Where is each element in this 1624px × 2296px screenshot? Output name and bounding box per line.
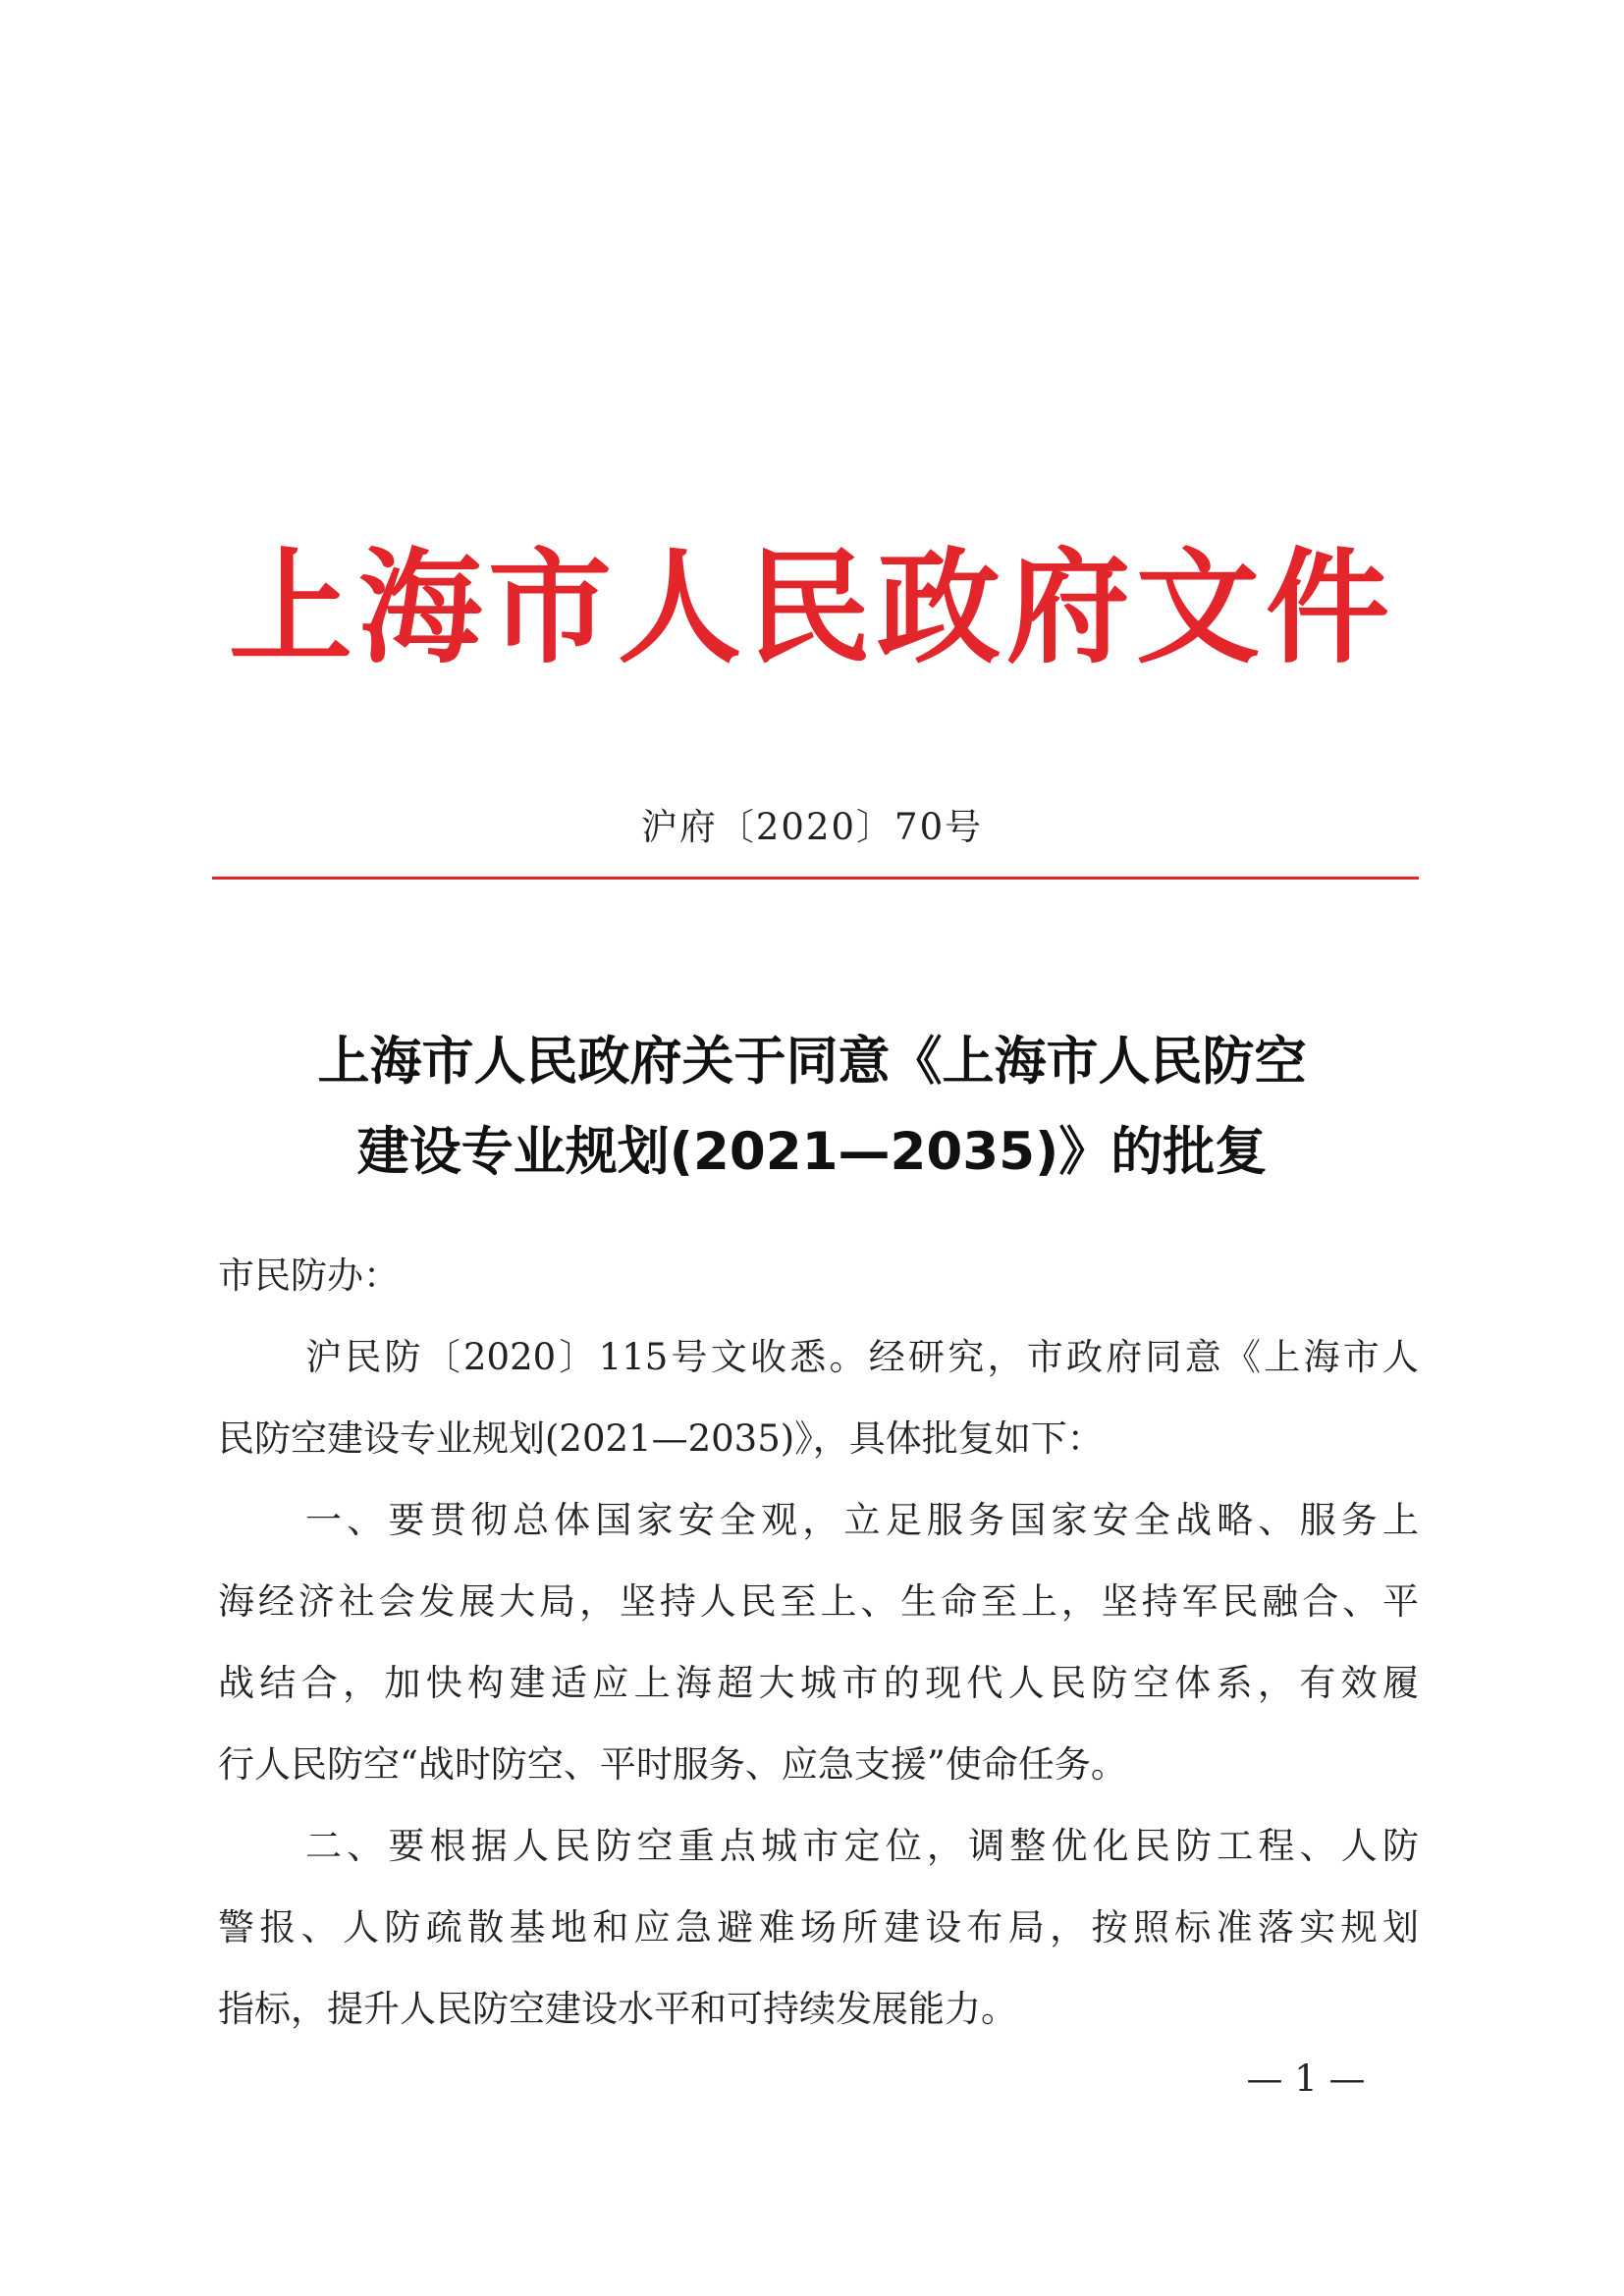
paragraph-2-line-2: 海经济社会发展大局，坚持人民至上、生命至上，坚持军民融合、平 [218,1580,1419,1623]
paragraph-3-line-2: 警报、人防疏散基地和应急避难场所建设布局，按照标准落实规划 [218,1906,1419,1949]
document-title-line-2: 建设专业规划(2021—2035)》的批复 [356,1122,1268,1182]
paragraph-1-line-2: 民防空建设专业规划(2021—2035)》，具体批复如下： [218,1417,1104,1460]
paragraph-2-line-1: 一、要贯彻总体国家安全观，立足服务国家安全战略、服务上 [305,1499,1419,1541]
paragraph-3-line-1: 二、要根据人民防空重点城市定位，调整优化民防工程、人防 [305,1825,1419,1867]
document-masthead: 上海市人民政府文件 [229,536,1395,680]
paragraph-2-line-4: 行人民防空“战时防空、平时服务、应急支援”使命任务。 [218,1743,1127,1786]
page-number: — 1 — [1246,2057,1366,2100]
paragraph-1-line-1: 沪民防〔2020〕115号文收悉。经研究，市政府同意《上海市人 [305,1336,1419,1378]
paragraph-3-line-3: 指标，提升人民防空建设水平和可持续发展能力。 [218,1988,1017,2030]
document-title-line-1: 上海市人民政府关于同意《上海市人民防空 [317,1032,1307,1092]
document-number: 沪府〔2020〕70号 [640,806,984,848]
paragraph-2-line-3: 战结合，加快构建适应上海超大城市的现代人民防空体系，有效履 [218,1662,1419,1704]
addressee: 市民防办： [218,1255,400,1297]
red-divider-line [212,877,1419,880]
